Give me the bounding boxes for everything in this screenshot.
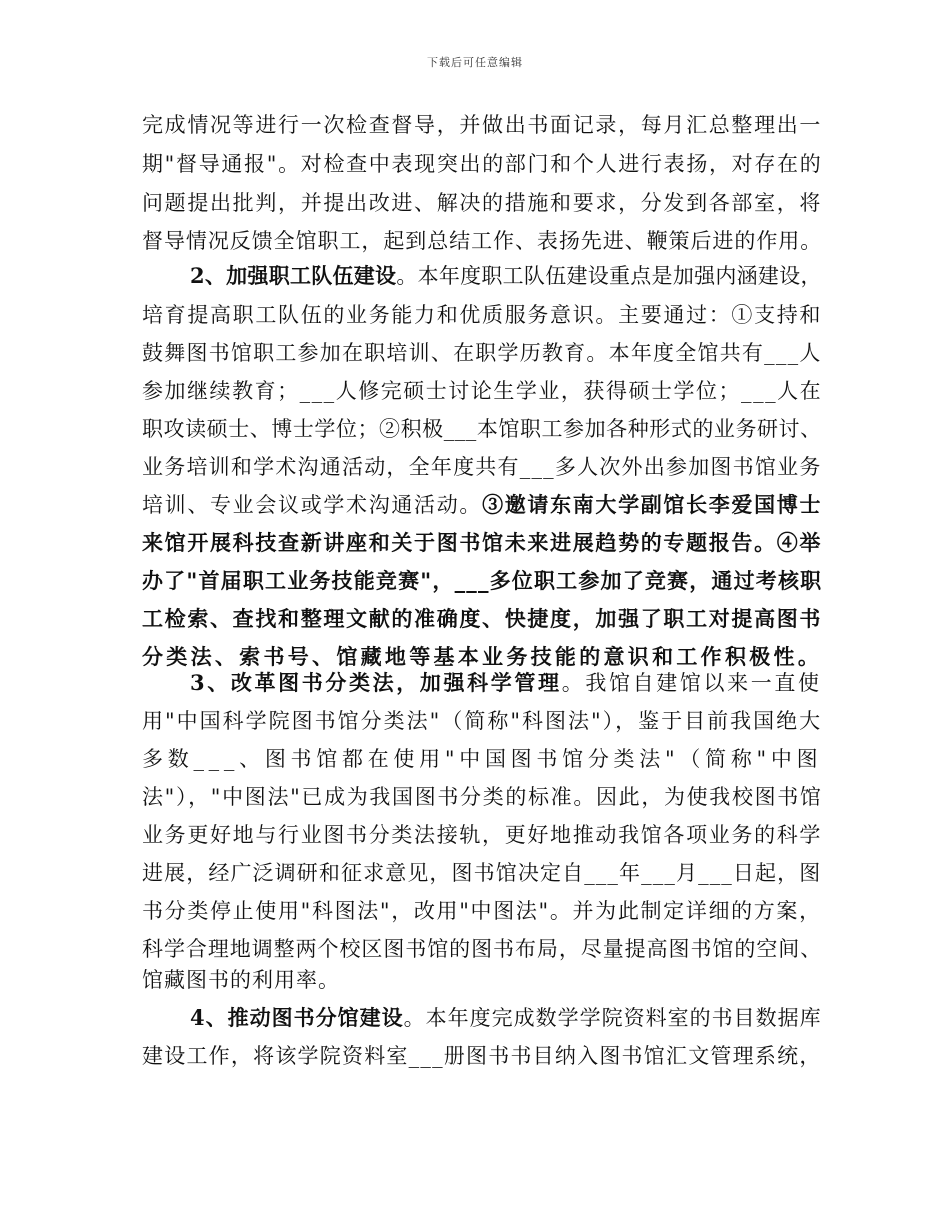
body-line: 多数___、图书馆都在使用"中国图书馆分类法"（简称"中图 — [142, 747, 823, 771]
body-line: 鼓舞图书馆职工参加在职培训、在职学历教育。本年度全馆共有___人 — [142, 341, 822, 365]
section-4-paragraph-start: 4、推动图书分馆建设。本年度完成数学学院资料室的书目数据库 — [190, 1005, 822, 1030]
body-line: 培育提高职工队伍的业务能力和优质服务意识。主要通过：①支持和 — [142, 303, 823, 327]
body-line-bold: 工检索、查找和整理文献的准确度、快捷度，加强了职工对提高图书 — [142, 606, 823, 631]
body-line: 进展，经广泛调研和征求意见，图书馆决定自___年___月___日起，图 — [142, 861, 822, 885]
body-line: 书分类停止使用"科图法"，改用"中图法"。并为此制定详细的方案， — [142, 899, 822, 923]
body-line: 完成情况等进行一次检查督导，并做出书面记录，每月汇总整理出一 — [142, 113, 823, 137]
body-line: 业务更好地与行业图书分类法接轨，更好地推动我馆各项业务的科学 — [142, 823, 823, 847]
section-heading: 4、推动图书分馆建设 — [190, 1005, 404, 1030]
body-line: 科学合理地调整两个校区图书馆的图书布局，尽量提高图书馆的空间、 — [142, 937, 823, 961]
body-line-bold: 办了"首届职工业务技能竞赛"，___多位职工参加了竞赛，通过考核职 — [142, 568, 823, 593]
body-line: 培训、专业会议或学术沟通活动。③邀请东南大学副馆长李爱国博士 — [142, 492, 823, 517]
body-line: 督导情况反馈全馆职工，起到总结工作、表扬先进、鞭策后进的作用。 — [142, 229, 823, 253]
body-line-bold: 分类法、索书号、馆藏地等基本业务技能的意识和工作积极性。 — [142, 644, 823, 669]
section-heading: 3、改革图书分类法，加强科学管理 — [190, 670, 562, 695]
body-line: 期"督导通报"。对检查中表现突出的部门和个人进行表扬，对存在的 — [142, 152, 823, 176]
body-line: 参加继续教育；___人修完硕士讨论生学业，获得硕士学位；___人在 — [142, 379, 823, 403]
body-line-bold: 来馆开展科技查新讲座和关于图书馆未来进展趋势的专题报告。④举 — [142, 530, 823, 555]
body-line: 业务培训和学术沟通活动，全年度共有___多人次外出参加图书馆业务 — [142, 455, 822, 479]
body-line: 法"），"中图法"已成为我国图书分类的标准。因此，为使我校图书馆 — [142, 785, 823, 809]
section-2-paragraph-start: 2、加强职工队伍建设。本年度职工队伍建设重点是加强内涵建设， — [190, 263, 822, 288]
body-line: 问题提出批判，并提出改进、解决的措施和要求，分发到各部室，将 — [142, 191, 823, 215]
section-3-paragraph-start: 3、改革图书分类法，加强科学管理。我馆自建馆以来一直使 — [190, 670, 822, 695]
page-header: 下载后可任意编辑 — [427, 56, 523, 69]
body-line: 用"中国科学院图书馆分类法"（简称"科图法"），鉴于目前我国绝大 — [142, 709, 823, 733]
body-line: 建设工作，将该学院资料室___册图书书目纳入图书馆汇文管理系统， — [142, 1044, 822, 1068]
section-heading: 2、加强职工队伍建设 — [190, 263, 397, 288]
body-line: 馆藏图书的利用率。 — [142, 968, 340, 992]
body-line: 职攻读硕士、博士学位；②积极___本馆职工参加各种形式的业务研讨、 — [142, 417, 822, 441]
